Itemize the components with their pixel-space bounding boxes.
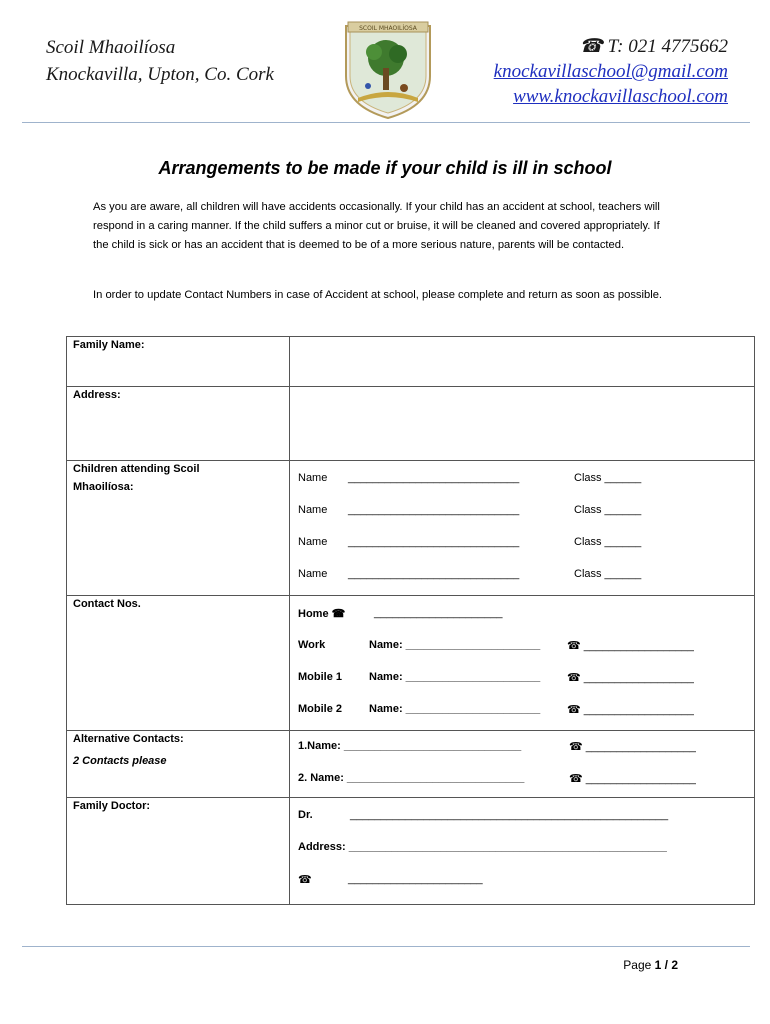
child-row[interactable]: Name ____________________________ Class ______	[298, 504, 642, 516]
child-class-blank[interactable]: Class ______	[574, 504, 642, 516]
intro-paragraph: As you are aware, all children will have accidents occasionally. If your child has an accident at school, teachers will respond in a caring manner. If the child suffers a minor cut or bruise, it will be cleaned and covered appropriately. If the child is sick or has an accident that is deemed to be of a more serious nature, parents will be contacted.	[93, 201, 660, 251]
alt-contact-row-2[interactable]: 2. Name: _____________________________ ☎ __________________	[298, 772, 696, 785]
child-name-blank[interactable]: ____________________________	[348, 536, 520, 548]
child-name-blank[interactable]: ____________________________	[348, 504, 520, 516]
school-crest-logo	[340, 18, 436, 122]
svg-text:SCOIL MHAOILÍOSA: SCOIL MHAOILÍOSA	[359, 25, 417, 32]
alt-contact-phone-blank[interactable]: ☎ __________________	[569, 741, 696, 753]
footer-divider	[22, 946, 750, 947]
alt-contact-phone-blank[interactable]: ☎ __________________	[569, 773, 696, 785]
instruction-paragraph: In order to update Contact Numbers in case of Accident at school, please complete and return as soon as possible.	[93, 289, 663, 301]
children-cell	[290, 461, 755, 596]
page-title: Arrangements to be made if your child is ill in school	[158, 158, 612, 178]
alternative-contacts-note: 2 Contacts please	[73, 755, 167, 767]
doctor-phone-blank[interactable]: ______________________	[348, 873, 483, 885]
header-divider	[22, 122, 750, 123]
children-label: Children attending Scoil Mhaoilíosa:	[67, 461, 290, 596]
doctor-phone-row[interactable]	[290, 864, 754, 896]
contact-info	[494, 34, 728, 109]
child-class-blank[interactable]: Class ______	[574, 472, 642, 484]
work-phone-blank[interactable]: ☎ __________________	[567, 640, 694, 652]
school-name: Scoil Mhaoilíosa	[46, 37, 176, 58]
doctor-address-blank[interactable]: Address: ____________________________________________________	[298, 841, 667, 853]
school-email-link[interactable]: knockavillaschool@gmail.com	[493, 61, 728, 82]
child-class-blank[interactable]: Class ______	[574, 536, 642, 548]
phone-icon: ☎	[298, 874, 312, 886]
school-address: Knockavilla, Upton, Co. Cork	[46, 64, 274, 85]
mobile1-contact-row[interactable]: Mobile 1 Name: ______________________ ☎ __________________	[298, 671, 694, 684]
mobile1-phone-blank[interactable]: ☎ __________________	[567, 672, 694, 684]
alternative-contacts-cell	[290, 731, 755, 798]
child-name-blank[interactable]: ____________________________	[348, 568, 520, 580]
child-class-blank[interactable]: Class ______	[574, 568, 642, 580]
home-phone-blank[interactable]: _____________________	[374, 607, 503, 619]
address-field[interactable]	[290, 387, 755, 461]
mobile2-phone-blank[interactable]: ☎ __________________	[567, 704, 694, 716]
family-name-label: Family Name:	[67, 337, 290, 387]
child-row[interactable]: Name ____________________________ Class ______	[298, 472, 642, 484]
home-phone-row[interactable]: Home ☎ _____________________	[298, 607, 503, 620]
contact-form-table	[66, 336, 755, 905]
mobile1-name-blank[interactable]: Name: ______________________	[369, 671, 541, 683]
work-contact-row[interactable]: Work Name: ______________________ ☎ __________________	[298, 639, 694, 652]
phone-icon: ☎	[579, 36, 608, 57]
alt-contact-row-1[interactable]: 1.Name: _____________________________ ☎ __________________	[298, 740, 696, 753]
doctor-name-blank[interactable]: ____________________________________________________	[350, 809, 669, 821]
family-doctor-label: Family Doctor:	[67, 798, 290, 905]
family-name-field[interactable]	[290, 337, 755, 387]
child-row[interactable]: Name ____________________________ Class ______	[298, 536, 642, 548]
mobile2-name-blank[interactable]: Name: ______________________	[369, 703, 541, 715]
school-website-link[interactable]: www.knockavillaschool.com	[513, 86, 728, 107]
contact-nos-label: Contact Nos.	[67, 596, 290, 731]
school-info	[46, 34, 274, 88]
family-doctor-cell	[290, 798, 755, 905]
work-name-blank[interactable]: Name: ______________________	[369, 639, 541, 651]
contact-nos-cell	[290, 596, 755, 731]
child-name-blank[interactable]: ____________________________	[348, 472, 520, 484]
doctor-name-row[interactable]: Dr. ____________________________________________________	[298, 809, 669, 821]
address-label: Address:	[67, 387, 290, 461]
page-number: Page 1 / 2	[623, 958, 678, 972]
doctor-address-row[interactable]	[290, 832, 754, 864]
mobile2-contact-row[interactable]: Mobile 2 Name: ______________________ ☎ __________________	[298, 703, 694, 716]
child-row[interactable]: Name ____________________________ Class ______	[298, 568, 642, 580]
school-phone: ☎ T: 021 4775662	[579, 36, 728, 57]
alternative-contacts-label: Alternative Contacts: 2 Contacts please	[67, 731, 290, 798]
